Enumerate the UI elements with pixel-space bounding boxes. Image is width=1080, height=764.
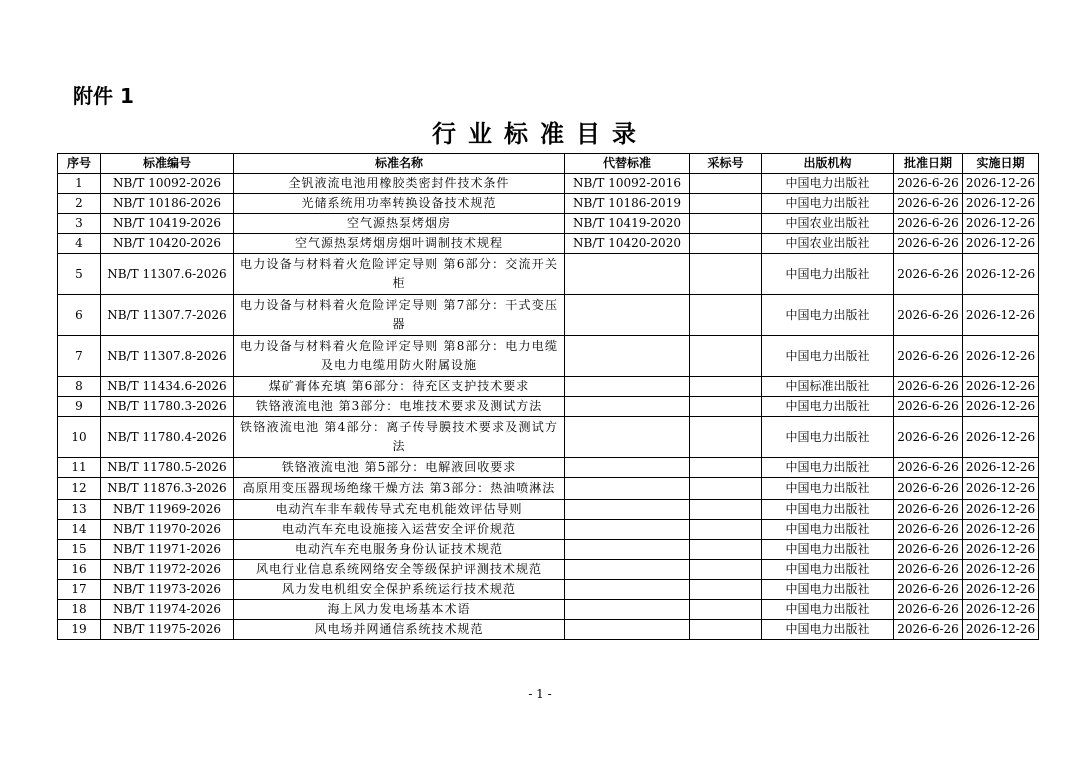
table-body <box>58 174 1039 640</box>
table-row <box>58 194 1039 214</box>
cell-publisher: 中国电力出版社 <box>762 295 894 336</box>
cell-adopt <box>690 234 762 254</box>
cell-effective-date: 2026-12-26 <box>963 254 1039 295</box>
cell-code: NB/T 11972-2026 <box>101 560 234 580</box>
cell-replaces <box>565 500 690 520</box>
cell-name: 煤矿膏体充填 第6部分：待充区支护技术要求 <box>234 377 565 397</box>
cell-code: NB/T 11307.6-2026 <box>101 254 234 295</box>
cell-effective-date: 2026-12-26 <box>963 397 1039 417</box>
cell-approve-date: 2026-6-26 <box>894 214 963 234</box>
cell-no: 8 <box>58 377 101 397</box>
cell-approve-date: 2026-6-26 <box>894 254 963 295</box>
cell-no: 12 <box>58 478 101 500</box>
cell-approve-date: 2026-6-26 <box>894 580 963 600</box>
cell-no: 7 <box>58 336 101 377</box>
table-row <box>58 580 1039 600</box>
cell-name: 风力发电机组安全保护系统运行技术规范 <box>234 580 565 600</box>
cell-approve-date: 2026-6-26 <box>894 540 963 560</box>
table-row <box>58 540 1039 560</box>
cell-effective-date: 2026-12-26 <box>963 194 1039 214</box>
cell-code: NB/T 10186-2026 <box>101 194 234 214</box>
cell-name: 电动汽车充电服务身份认证技术规范 <box>234 540 565 560</box>
cell-approve-date: 2026-6-26 <box>894 377 963 397</box>
cell-replaces <box>565 580 690 600</box>
cell-code: NB/T 10419-2026 <box>101 214 234 234</box>
cell-approve-date: 2026-6-26 <box>894 500 963 520</box>
cell-adopt <box>690 254 762 295</box>
table-row <box>58 174 1039 194</box>
cell-publisher: 中国标准出版社 <box>762 377 894 397</box>
cell-adopt <box>690 500 762 520</box>
cell-replaces <box>565 336 690 377</box>
cell-no: 13 <box>58 500 101 520</box>
cell-no: 9 <box>58 397 101 417</box>
cell-replaces: NB/T 10419-2020 <box>565 214 690 234</box>
cell-replaces <box>565 417 690 458</box>
cell-approve-date: 2026-6-26 <box>894 600 963 620</box>
cell-publisher: 中国农业出版社 <box>762 214 894 234</box>
cell-name: 铁铬液流电池 第4部分：离子传导膜技术要求及测试方法 <box>234 417 565 458</box>
cell-publisher: 中国电力出版社 <box>762 254 894 295</box>
cell-replaces <box>565 377 690 397</box>
cell-no: 17 <box>58 580 101 600</box>
table-row <box>58 620 1039 640</box>
cell-code: NB/T 11973-2026 <box>101 580 234 600</box>
cell-code: NB/T 11974-2026 <box>101 600 234 620</box>
cell-replaces <box>565 520 690 540</box>
cell-name: 光储系统用功率转换设备技术规范 <box>234 194 565 214</box>
cell-approve-date: 2026-6-26 <box>894 295 963 336</box>
table-row <box>58 214 1039 234</box>
header-replaces: 代替标准 <box>565 154 690 174</box>
cell-publisher: 中国农业出版社 <box>762 234 894 254</box>
cell-name: 铁铬液流电池 第5部分：电解液回收要求 <box>234 458 565 478</box>
cell-replaces: NB/T 10186-2019 <box>565 194 690 214</box>
cell-approve-date: 2026-6-26 <box>894 478 963 500</box>
cell-publisher: 中国电力出版社 <box>762 174 894 194</box>
cell-replaces <box>565 397 690 417</box>
cell-no: 3 <box>58 214 101 234</box>
cell-approve-date: 2026-6-26 <box>894 397 963 417</box>
table-row <box>58 397 1039 417</box>
cell-publisher: 中国电力出版社 <box>762 478 894 500</box>
cell-code: NB/T 10092-2026 <box>101 174 234 194</box>
cell-replaces <box>565 254 690 295</box>
cell-name: 风电场并网通信系统技术规范 <box>234 620 565 640</box>
cell-code: NB/T 11970-2026 <box>101 520 234 540</box>
cell-adopt <box>690 377 762 397</box>
cell-replaces <box>565 560 690 580</box>
cell-approve-date: 2026-6-26 <box>894 620 963 640</box>
cell-adopt <box>690 520 762 540</box>
cell-replaces <box>565 478 690 500</box>
cell-name: 高原用变压器现场绝缘干燥方法 第3部分：热油喷淋法 <box>234 478 565 500</box>
header-adopt: 采标号 <box>690 154 762 174</box>
cell-adopt <box>690 540 762 560</box>
cell-code: NB/T 11975-2026 <box>101 620 234 640</box>
cell-adopt <box>690 397 762 417</box>
cell-replaces: NB/T 10420-2020 <box>565 234 690 254</box>
cell-name: 全钒液流电池用橡胶类密封件技术条件 <box>234 174 565 194</box>
table-row <box>58 560 1039 580</box>
cell-adopt <box>690 600 762 620</box>
table-row <box>58 478 1039 500</box>
table-row <box>58 377 1039 397</box>
cell-no: 10 <box>58 417 101 458</box>
cell-effective-date: 2026-12-26 <box>963 234 1039 254</box>
cell-effective-date: 2026-12-26 <box>963 600 1039 620</box>
cell-publisher: 中国电力出版社 <box>762 520 894 540</box>
header-effective-date: 实施日期 <box>963 154 1039 174</box>
cell-replaces <box>565 295 690 336</box>
cell-publisher: 中国电力出版社 <box>762 560 894 580</box>
table-row <box>58 520 1039 540</box>
cell-publisher: 中国电力出版社 <box>762 397 894 417</box>
cell-approve-date: 2026-6-26 <box>894 234 963 254</box>
cell-code: NB/T 11780.3-2026 <box>101 397 234 417</box>
table-row <box>58 234 1039 254</box>
attachment-label: 附件 1 <box>73 84 134 108</box>
cell-no: 14 <box>58 520 101 540</box>
cell-publisher: 中国电力出版社 <box>762 417 894 458</box>
cell-effective-date: 2026-12-26 <box>963 520 1039 540</box>
cell-adopt <box>690 478 762 500</box>
cell-adopt <box>690 295 762 336</box>
cell-code: NB/T 10420-2026 <box>101 234 234 254</box>
cell-name: 电力设备与材料着火危险评定导则 第7部分：干式变压器 <box>234 295 565 336</box>
cell-no: 5 <box>58 254 101 295</box>
table-row <box>58 336 1039 377</box>
cell-code: NB/T 11971-2026 <box>101 540 234 560</box>
cell-publisher: 中国电力出版社 <box>762 458 894 478</box>
header-publisher: 出版机构 <box>762 154 894 174</box>
cell-adopt <box>690 458 762 478</box>
cell-adopt <box>690 174 762 194</box>
table-row <box>58 600 1039 620</box>
cell-adopt <box>690 336 762 377</box>
cell-no: 6 <box>58 295 101 336</box>
cell-code: NB/T 11307.8-2026 <box>101 336 234 377</box>
cell-replaces <box>565 600 690 620</box>
cell-effective-date: 2026-12-26 <box>963 417 1039 458</box>
table-header-row <box>58 154 1039 174</box>
header-approve-date: 批准日期 <box>894 154 963 174</box>
cell-effective-date: 2026-12-26 <box>963 458 1039 478</box>
cell-adopt <box>690 194 762 214</box>
cell-adopt <box>690 417 762 458</box>
cell-adopt <box>690 580 762 600</box>
cell-name: 风电行业信息系统网络安全等级保护评测技术规范 <box>234 560 565 580</box>
cell-code: NB/T 11307.7-2026 <box>101 295 234 336</box>
cell-no: 19 <box>58 620 101 640</box>
cell-name: 电动汽车充电设施接入运营安全评价规范 <box>234 520 565 540</box>
cell-name: 电力设备与材料着火危险评定导则 第8部分：电力电缆及电力电缆用防火附属设施 <box>234 336 565 377</box>
cell-approve-date: 2026-6-26 <box>894 174 963 194</box>
standards-table <box>57 153 1039 640</box>
cell-code: NB/T 11876.3-2026 <box>101 478 234 500</box>
cell-effective-date: 2026-12-26 <box>963 478 1039 500</box>
cell-no: 4 <box>58 234 101 254</box>
cell-effective-date: 2026-12-26 <box>963 214 1039 234</box>
table-row <box>58 254 1039 295</box>
cell-publisher: 中国电力出版社 <box>762 600 894 620</box>
header-name: 标准名称 <box>234 154 565 174</box>
cell-adopt <box>690 214 762 234</box>
cell-name: 铁铬液流电池 第3部分：电堆技术要求及测试方法 <box>234 397 565 417</box>
cell-effective-date: 2026-12-26 <box>963 174 1039 194</box>
cell-replaces <box>565 458 690 478</box>
cell-name: 空气源热泵烤烟房 <box>234 214 565 234</box>
cell-code: NB/T 11434.6-2026 <box>101 377 234 397</box>
cell-name: 电力设备与材料着火危险评定导则 第6部分：交流开关柜 <box>234 254 565 295</box>
cell-publisher: 中国电力出版社 <box>762 540 894 560</box>
cell-effective-date: 2026-12-26 <box>963 500 1039 520</box>
cell-effective-date: 2026-12-26 <box>963 295 1039 336</box>
cell-name: 电动汽车非车载传导式充电机能效评估导则 <box>234 500 565 520</box>
cell-code: NB/T 11969-2026 <box>101 500 234 520</box>
table-row <box>58 458 1039 478</box>
table-row <box>58 500 1039 520</box>
cell-no: 18 <box>58 600 101 620</box>
cell-no: 1 <box>58 174 101 194</box>
table-row <box>58 417 1039 458</box>
cell-no: 2 <box>58 194 101 214</box>
cell-publisher: 中国电力出版社 <box>762 194 894 214</box>
header-code: 标准编号 <box>101 154 234 174</box>
cell-no: 15 <box>58 540 101 560</box>
cell-publisher: 中国电力出版社 <box>762 620 894 640</box>
cell-publisher: 中国电力出版社 <box>762 336 894 377</box>
cell-effective-date: 2026-12-26 <box>963 580 1039 600</box>
cell-approve-date: 2026-6-26 <box>894 336 963 377</box>
cell-effective-date: 2026-12-26 <box>963 560 1039 580</box>
header-no: 序号 <box>58 154 101 174</box>
cell-effective-date: 2026-12-26 <box>963 620 1039 640</box>
cell-replaces: NB/T 10092-2016 <box>565 174 690 194</box>
cell-replaces <box>565 620 690 640</box>
cell-approve-date: 2026-6-26 <box>894 520 963 540</box>
cell-adopt <box>690 620 762 640</box>
document-title: 行业标准目录 <box>432 120 648 148</box>
cell-effective-date: 2026-12-26 <box>963 377 1039 397</box>
cell-publisher: 中国电力出版社 <box>762 500 894 520</box>
cell-publisher: 中国电力出版社 <box>762 580 894 600</box>
table-row <box>58 295 1039 336</box>
cell-code: NB/T 11780.4-2026 <box>101 417 234 458</box>
cell-name: 海上风力发电场基本术语 <box>234 600 565 620</box>
cell-approve-date: 2026-6-26 <box>894 194 963 214</box>
cell-effective-date: 2026-12-26 <box>963 540 1039 560</box>
cell-no: 16 <box>58 560 101 580</box>
cell-replaces <box>565 540 690 560</box>
cell-code: NB/T 11780.5-2026 <box>101 458 234 478</box>
page-number: - 1 - <box>528 687 552 701</box>
cell-approve-date: 2026-6-26 <box>894 417 963 458</box>
cell-approve-date: 2026-6-26 <box>894 458 963 478</box>
cell-approve-date: 2026-6-26 <box>894 560 963 580</box>
cell-no: 11 <box>58 458 101 478</box>
cell-adopt <box>690 560 762 580</box>
cell-name: 空气源热泵烤烟房烟叶调制技术规程 <box>234 234 565 254</box>
cell-effective-date: 2026-12-26 <box>963 336 1039 377</box>
